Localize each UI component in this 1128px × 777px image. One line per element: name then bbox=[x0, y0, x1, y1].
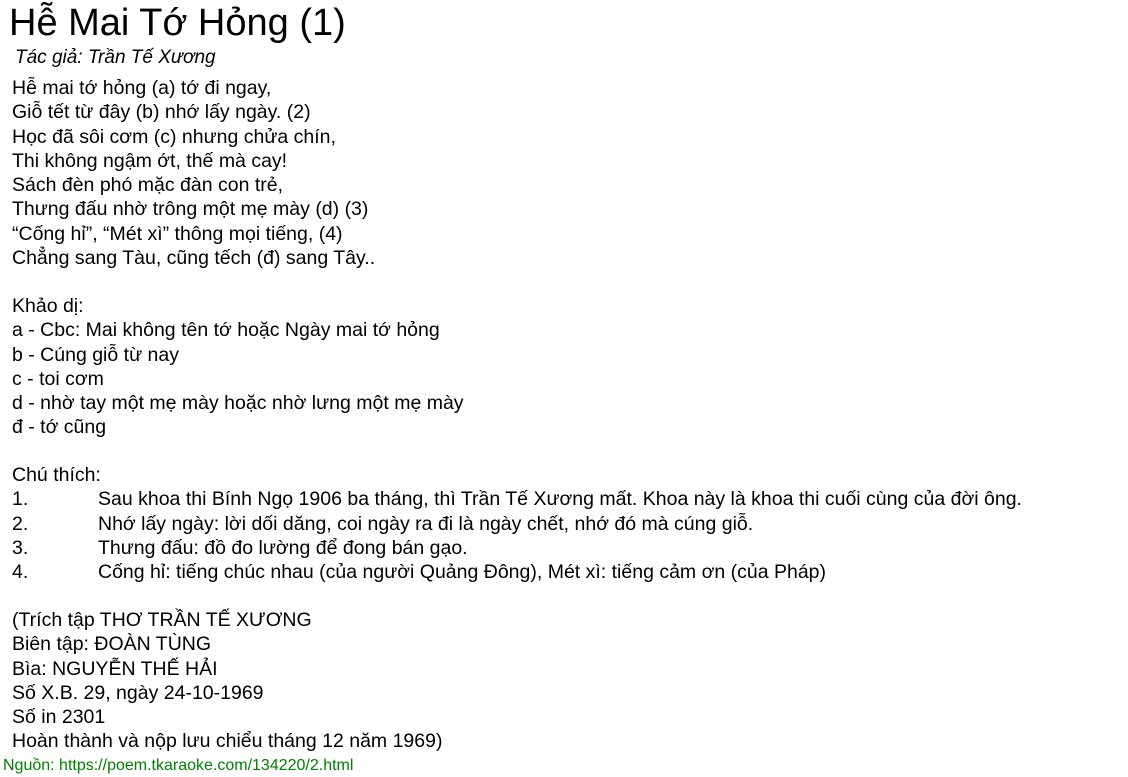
source-url-footer: Nguồn: https://poem.tkaraoke.com/134220/2.html bbox=[3, 757, 354, 774]
poem-line: Sách đèn phó mặc đàn con trẻ, bbox=[12, 174, 284, 197]
note-number: 3. bbox=[12, 536, 29, 559]
variant-item: c - toi cơm bbox=[12, 367, 104, 390]
poem-line: Học đã sôi cơm (c) nhưng chửa chín, bbox=[12, 125, 336, 148]
source-line: (Trích tập THƠ TRẦN TẾ XƯƠNG bbox=[12, 609, 312, 631]
variant-item: b - Cúng giỗ từ nay bbox=[12, 343, 179, 366]
note-number: 2. bbox=[12, 512, 29, 535]
source-section bbox=[12, 608, 442, 754]
note-text: Cống hỉ: tiếng chúc nhau (của người Quảng Đông), Mét xì: tiếng cảm ơn (của Pháp) bbox=[98, 561, 827, 584]
poem-line: Chẳng sang Tàu, cũng tếch (đ) sang Tây.. bbox=[12, 247, 376, 270]
variant-item: d - nhờ tay một mẹ mày hoặc nhờ lưng một mẹ mày bbox=[12, 392, 464, 415]
poem-line: Giỗ tết từ đây (b) nhớ lấy ngày. (2) bbox=[12, 101, 311, 124]
note-text: Thưng đấu: đồ đo lường để đong bán gạo. bbox=[98, 536, 468, 559]
page-title: Hễ Mai Tớ Hỏng (1) bbox=[9, 2, 346, 44]
source-line: Biên tập: ĐOÀN TÙNG bbox=[12, 633, 212, 656]
note-text: Nhớ lấy ngày: lời dối dăng, coi ngày ra đi là ngày chết, nhớ đó mà cúng giỗ. bbox=[98, 512, 754, 535]
variants-heading: Khảo dị: bbox=[12, 295, 84, 317]
note-number: 4. bbox=[12, 561, 29, 584]
note-item bbox=[12, 560, 827, 584]
author-line: Tác giả: Trần Tế Xương bbox=[15, 47, 216, 68]
source-line: Hoàn thành và nộp lưu chiểu tháng 12 năm 1969) bbox=[12, 730, 443, 753]
poem-line: Thi không ngậm ớt, thế mà cay! bbox=[12, 149, 288, 172]
note-item bbox=[12, 487, 1022, 511]
notes-section bbox=[12, 463, 1022, 584]
variants-section bbox=[12, 294, 464, 440]
source-line: Số X.B. 29, ngày 24-10-1969 bbox=[12, 681, 264, 704]
note-text: Sau khoa thi Bính Ngọ 1906 ba tháng, thì Trần Tế Xương mất. Khoa này là khoa thi cuối cùng của đời ông. bbox=[98, 488, 1022, 511]
variant-item: đ - tớ cũng bbox=[12, 416, 107, 439]
poem-line: “Cống hỉ”, “Mét xì” thông mọi tiếng, (4) bbox=[12, 222, 343, 245]
note-item bbox=[12, 512, 754, 536]
poem-line: Hễ mai tớ hỏng (a) tớ đi ngay, bbox=[12, 77, 272, 99]
source-line: Số in 2301 bbox=[12, 706, 106, 729]
notes-heading: Chú thích: bbox=[12, 464, 101, 486]
source-line: Bìa: NGUYỄN THẾ HẢI bbox=[12, 657, 218, 680]
note-item bbox=[12, 536, 468, 560]
note-number: 1. bbox=[12, 488, 29, 511]
variant-item: a - Cbc: Mai không tên tớ hoặc Ngày mai tớ hỏng bbox=[12, 319, 440, 342]
poem-body bbox=[12, 76, 375, 270]
poem-line: Thưng đấu nhờ trông một mẹ mày (d) (3) bbox=[12, 198, 369, 221]
